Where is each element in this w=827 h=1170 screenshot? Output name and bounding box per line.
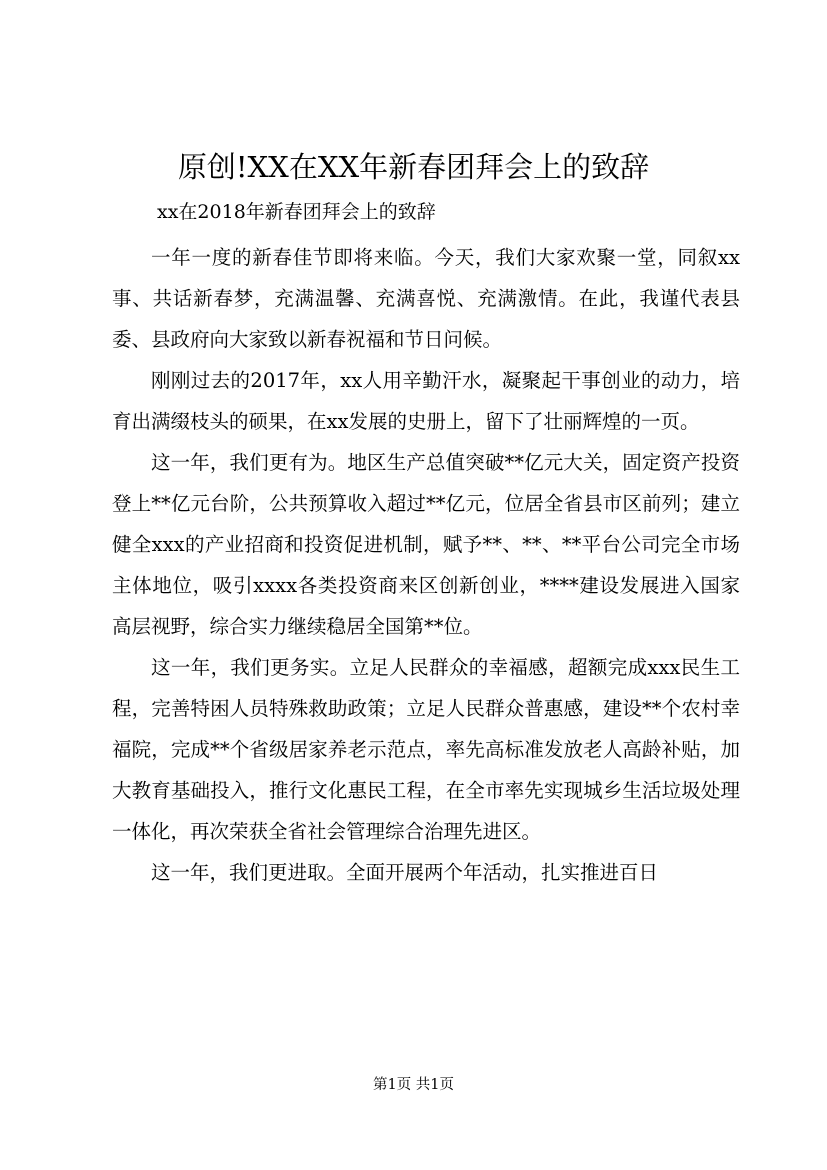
paragraph: 这一年，我们更进取。全面开展两个年活动，扎实推进百日 <box>151 861 659 884</box>
document-subtitle: xx在2018年新春团拜会上的致辞 <box>157 201 436 223</box>
paragraph: 一年一度的新春佳节即将来临。今天，我们大家欢聚一堂，同叙xx事、共话新春梦，充满温馨、充满喜悦、充满激情。在此，我谨代表县委、县政府向大家致以新春祝福和节日问候。 <box>112 246 740 351</box>
paragraph: 这一年，我们更有为。地区生产总值突破**亿元大关，固定资产投资登上**亿元台阶，公共预算收入超过**亿元，位居全省县市区前列；建立健全xxx的产业招商和投资促进机制，赋予**、**、**平台公司完全市场主体地位，吸引xxxx各类投资商来区创新创业，****建设发展进入国家高层视野，综合实力继续稳居全国第**位。 <box>112 451 740 638</box>
page-footer: 第1页 共1页 <box>372 1077 455 1093</box>
document-title: 原创!XX在XX年新春团拜会上的致辞 <box>177 150 650 184</box>
paragraph: 刚刚过去的2017年，xx人用辛勤汗水，凝聚起干事创业的动力，培育出满缀枝头的硕果，在xx发展的史册上，留下了壮丽辉煌的一页。 <box>112 369 740 433</box>
paragraph: 这一年，我们更务实。立足人民群众的幸福感，超额完成xxx民生工程，完善特困人员特殊救助政策；立足人民群众普惠感，建设**个农村幸福院，完成**个省级居家养老示范点，率先高标准发放老人高龄补贴，加大教育基础投入，推行文化惠民工程，在全市率先实现城乡生活垃圾处理一体化，再次荣获全省社会管理综合治理先进区。 <box>112 656 740 843</box>
document-body <box>112 237 740 893</box>
